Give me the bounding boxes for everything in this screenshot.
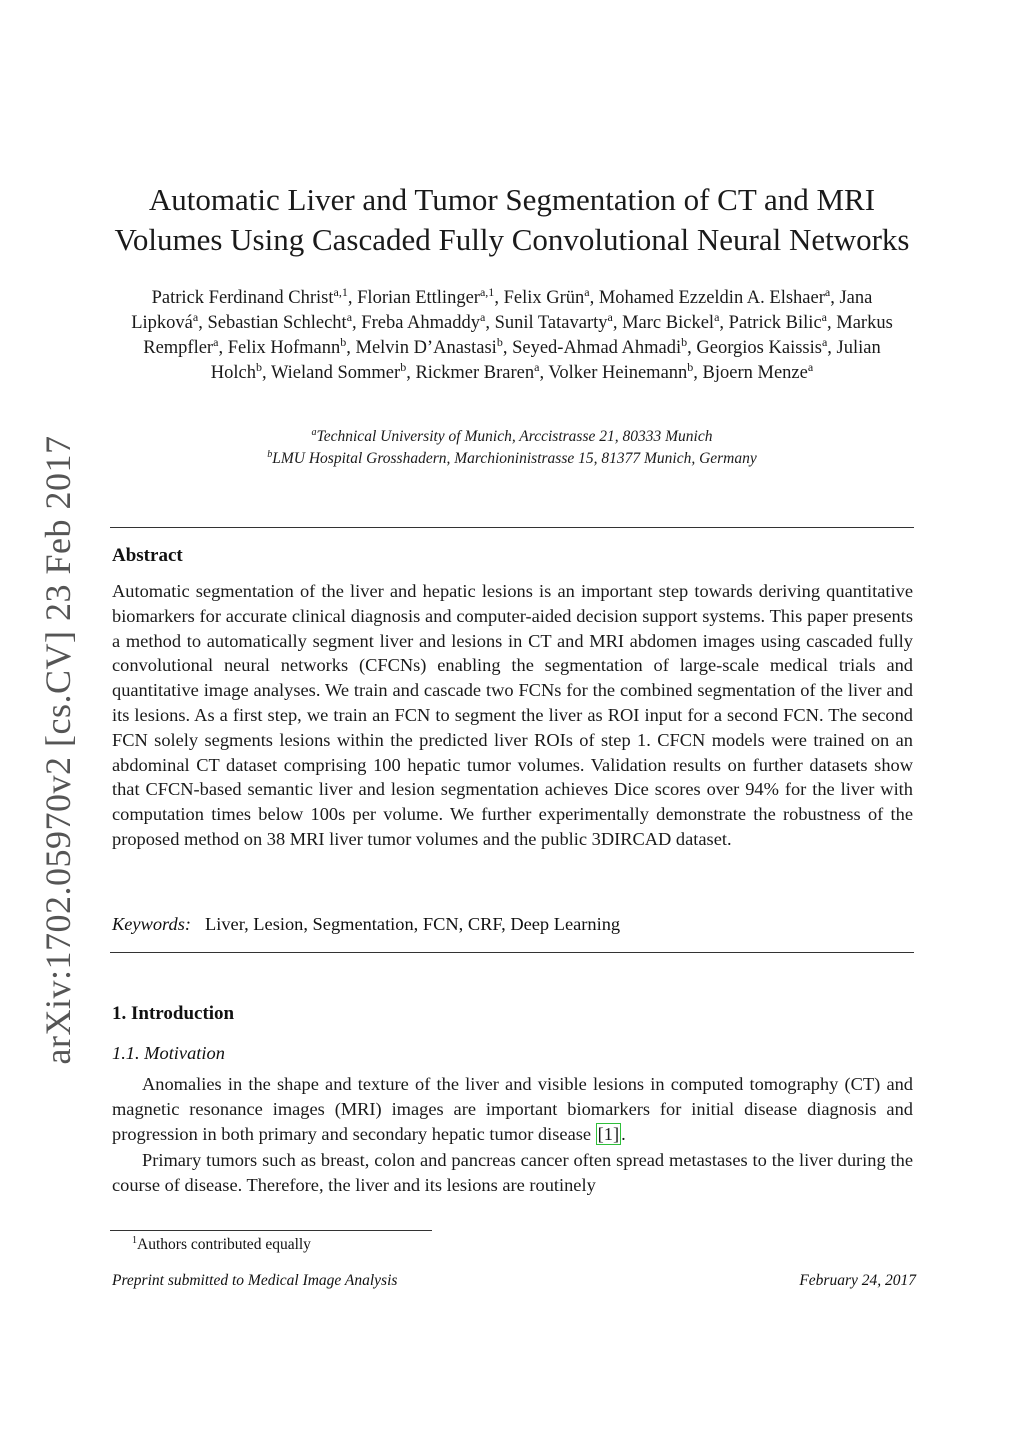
author-separator: , [589,288,599,308]
author-separator: , [827,338,837,358]
author-separator: , [494,288,504,308]
affiliation-a-text: Technical University of Munich, Arccistrasse 21, 80333 Munich [316,428,713,445]
author-name: Felix Grün [503,288,585,308]
author [622,309,729,333]
citation-link[interactable]: [1] [597,1124,620,1144]
author [227,334,356,358]
author-affiliation-mark: a [824,284,831,299]
author-name: Jana Lipková [131,288,873,333]
author-affiliation-mark: a [821,334,828,349]
author-separator: , [485,313,495,333]
title-line-2: Volumes Using Cascaded Fully Convolutional Neural Networks [114,222,910,257]
affiliation-b-text: LMU Hospital Grosshadern, Marchioninistrasse 15, 81377 Munich, Germany [272,450,757,467]
affiliation-a [110,426,914,448]
footnote-rule [110,1230,432,1231]
abstract-bottom-rule [110,952,914,953]
author-separator: , [693,363,703,383]
author-name: Patrick Ferdinand Christ [151,288,334,308]
author-separator: , [218,338,228,358]
author [503,284,599,308]
author-affiliation-mark: a [192,309,199,324]
author-name: Mohamed Ezzeldin A. Elshaer [598,288,825,308]
author-affiliation-mark: b [496,334,503,349]
author-name: Rickmer Braren [415,363,535,383]
author [696,334,837,358]
author-separator: , [352,313,362,333]
author [702,359,814,383]
author-separator: , [539,363,549,383]
footnote-text: Authors contributed equally [137,1236,311,1253]
author-separator: , [347,288,358,308]
author-separator: , [262,363,271,383]
paper-title [110,180,914,260]
author-affiliation-mark: a [534,359,540,374]
affiliations [110,426,914,470]
author-affiliation-mark: b [687,359,694,374]
author [415,359,549,383]
author-affiliation-mark: a [821,309,827,324]
keywords-values: Liver, Lesion, Segmentation, FCN, CRF, Deep Learning [205,914,621,934]
footer-date: February 24, 2017 [799,1272,916,1289]
section-heading-introduction: 1. Introduction [112,1003,235,1024]
intro-paragraph-2: Primary tumors such as breast, colon and pancreas cancer often spread metastases to the liver during the course of disease. Therefore, the liver and its lesions are routinely [112,1150,913,1195]
subsection-heading-motivation: 1.1. Motivation [112,1043,225,1063]
author-name: Bjoern Menze [702,363,808,383]
abstract-top-rule [110,527,914,528]
author [548,359,703,383]
author-name: Volker Heinemann [548,363,688,383]
author-affiliation-mark: a,1 [333,284,348,299]
author-affiliation-mark: a [346,309,353,324]
author-name: Georgios Kaissis [696,338,822,358]
author [361,309,495,333]
author-separator: , [827,313,837,333]
author [355,334,513,358]
author-name: Julian Holch [210,338,881,383]
footnote [132,1235,311,1255]
author-affiliation-mark: a,1 [479,284,495,299]
author-affiliation-mark: a [584,284,590,299]
author-list [118,286,906,386]
affiliation-b [110,448,914,470]
author-affiliation-mark: a [807,359,814,374]
author-separator: , [687,338,697,358]
affiliation-a-mark: a [311,426,317,438]
author-affiliation-mark: b [681,334,688,349]
intro-paragraph-1-end: . [621,1124,626,1144]
footnote-mark: 1 [132,1234,138,1246]
author [270,359,416,383]
author-separator: , [719,313,729,333]
intro-paragraph-1-text: Anomalies in the shape and texture of the liver and visible lesions in computed tomography (CT) and magnetic resonance images (MRI) images are important biomarkers for initial disease diagnosis and progression in both primary and secondary hepatic tumor disease [112,1074,913,1144]
author-separator: , [346,338,356,358]
affiliation-b-mark: b [267,448,273,460]
author-name: Freba Ahmaddy [361,313,480,333]
author-affiliation-mark: a [607,309,613,324]
author-separator: , [502,338,513,358]
author [151,284,358,308]
author-separator: , [612,313,623,333]
author [728,309,837,333]
author-name: Florian Ettlinger [357,288,480,308]
author-name: Sebastian Schlecht [207,313,347,333]
author-name: Melvin D’Anastasi [355,338,497,358]
author-affiliation-mark: a [213,334,219,349]
author-affiliation-mark: b [256,359,263,374]
author-name: Patrick Bilic [728,313,822,333]
author [207,309,362,333]
author [357,284,504,308]
title-line-1: Automatic Liver and Tumor Segmentation of CT and MRI [148,182,876,217]
author [494,309,623,333]
footer-journal: Preprint submitted to Medical Image Analysis [112,1272,398,1289]
keywords-label: Keywords: [112,914,192,934]
author-name: Sunil Tatavarty [494,313,608,333]
abstract-heading: Abstract [112,545,183,566]
author-name: Seyed-Ahmad Ahmadi [512,338,682,358]
author [512,334,697,358]
author-affiliation-mark: a [714,309,720,324]
intro-paragraph-1 [112,1072,913,1147]
arxiv-identifier: arXiv:1702.05970v2 [cs.CV] 23 Feb 2017 [38,435,78,1065]
author-separator: , [830,288,840,308]
author-name: Markus Rempfler [143,313,893,358]
keywords [112,912,913,936]
author-affiliation-mark: b [400,359,407,374]
author-name: Felix Hofmann [227,338,341,358]
author-affiliation-mark: b [340,334,347,349]
author-name: Wieland Sommer [270,363,401,383]
author-separator: , [198,313,208,333]
author-separator: , [406,363,416,383]
author [598,284,840,308]
author-name: Marc Bickel [622,313,715,333]
author-affiliation-mark: a [479,309,486,324]
abstract-body: Automatic segmentation of the liver and hepatic lesions is an important step towards deriving quantitative biomarkers for accurate clinical diagnosis and computer-aided decision support systems. This paper presents a method to automatically segment liver and lesions in CT and MRI abdomen images using cascaded fully convolutional neural networks (CFCNs) enabling the segmentation of large-scale medical trials and quantitative image analyses. We train and cascade two FCNs for the combined segmentation of the liver and its lesions. As a first step, we train an FCN to segment the liver as ROI input for a second FCN. The second FCN solely segments lesions within the predicted liver ROIs of step 1. CFCN models were trained on an abdominal CT dataset comprising 100 hepatic tumor volumes. Validation results on further datasets show that CFCN-based semantic liver and lesion segmentation achieves Dice scores over 94% for the liver with computation times below 100s per volume. We further experimentally demonstrate the robustness of the proposed method on 38 MRI liver tumor volumes and the public 3DIRCAD dataset. [112,581,913,849]
